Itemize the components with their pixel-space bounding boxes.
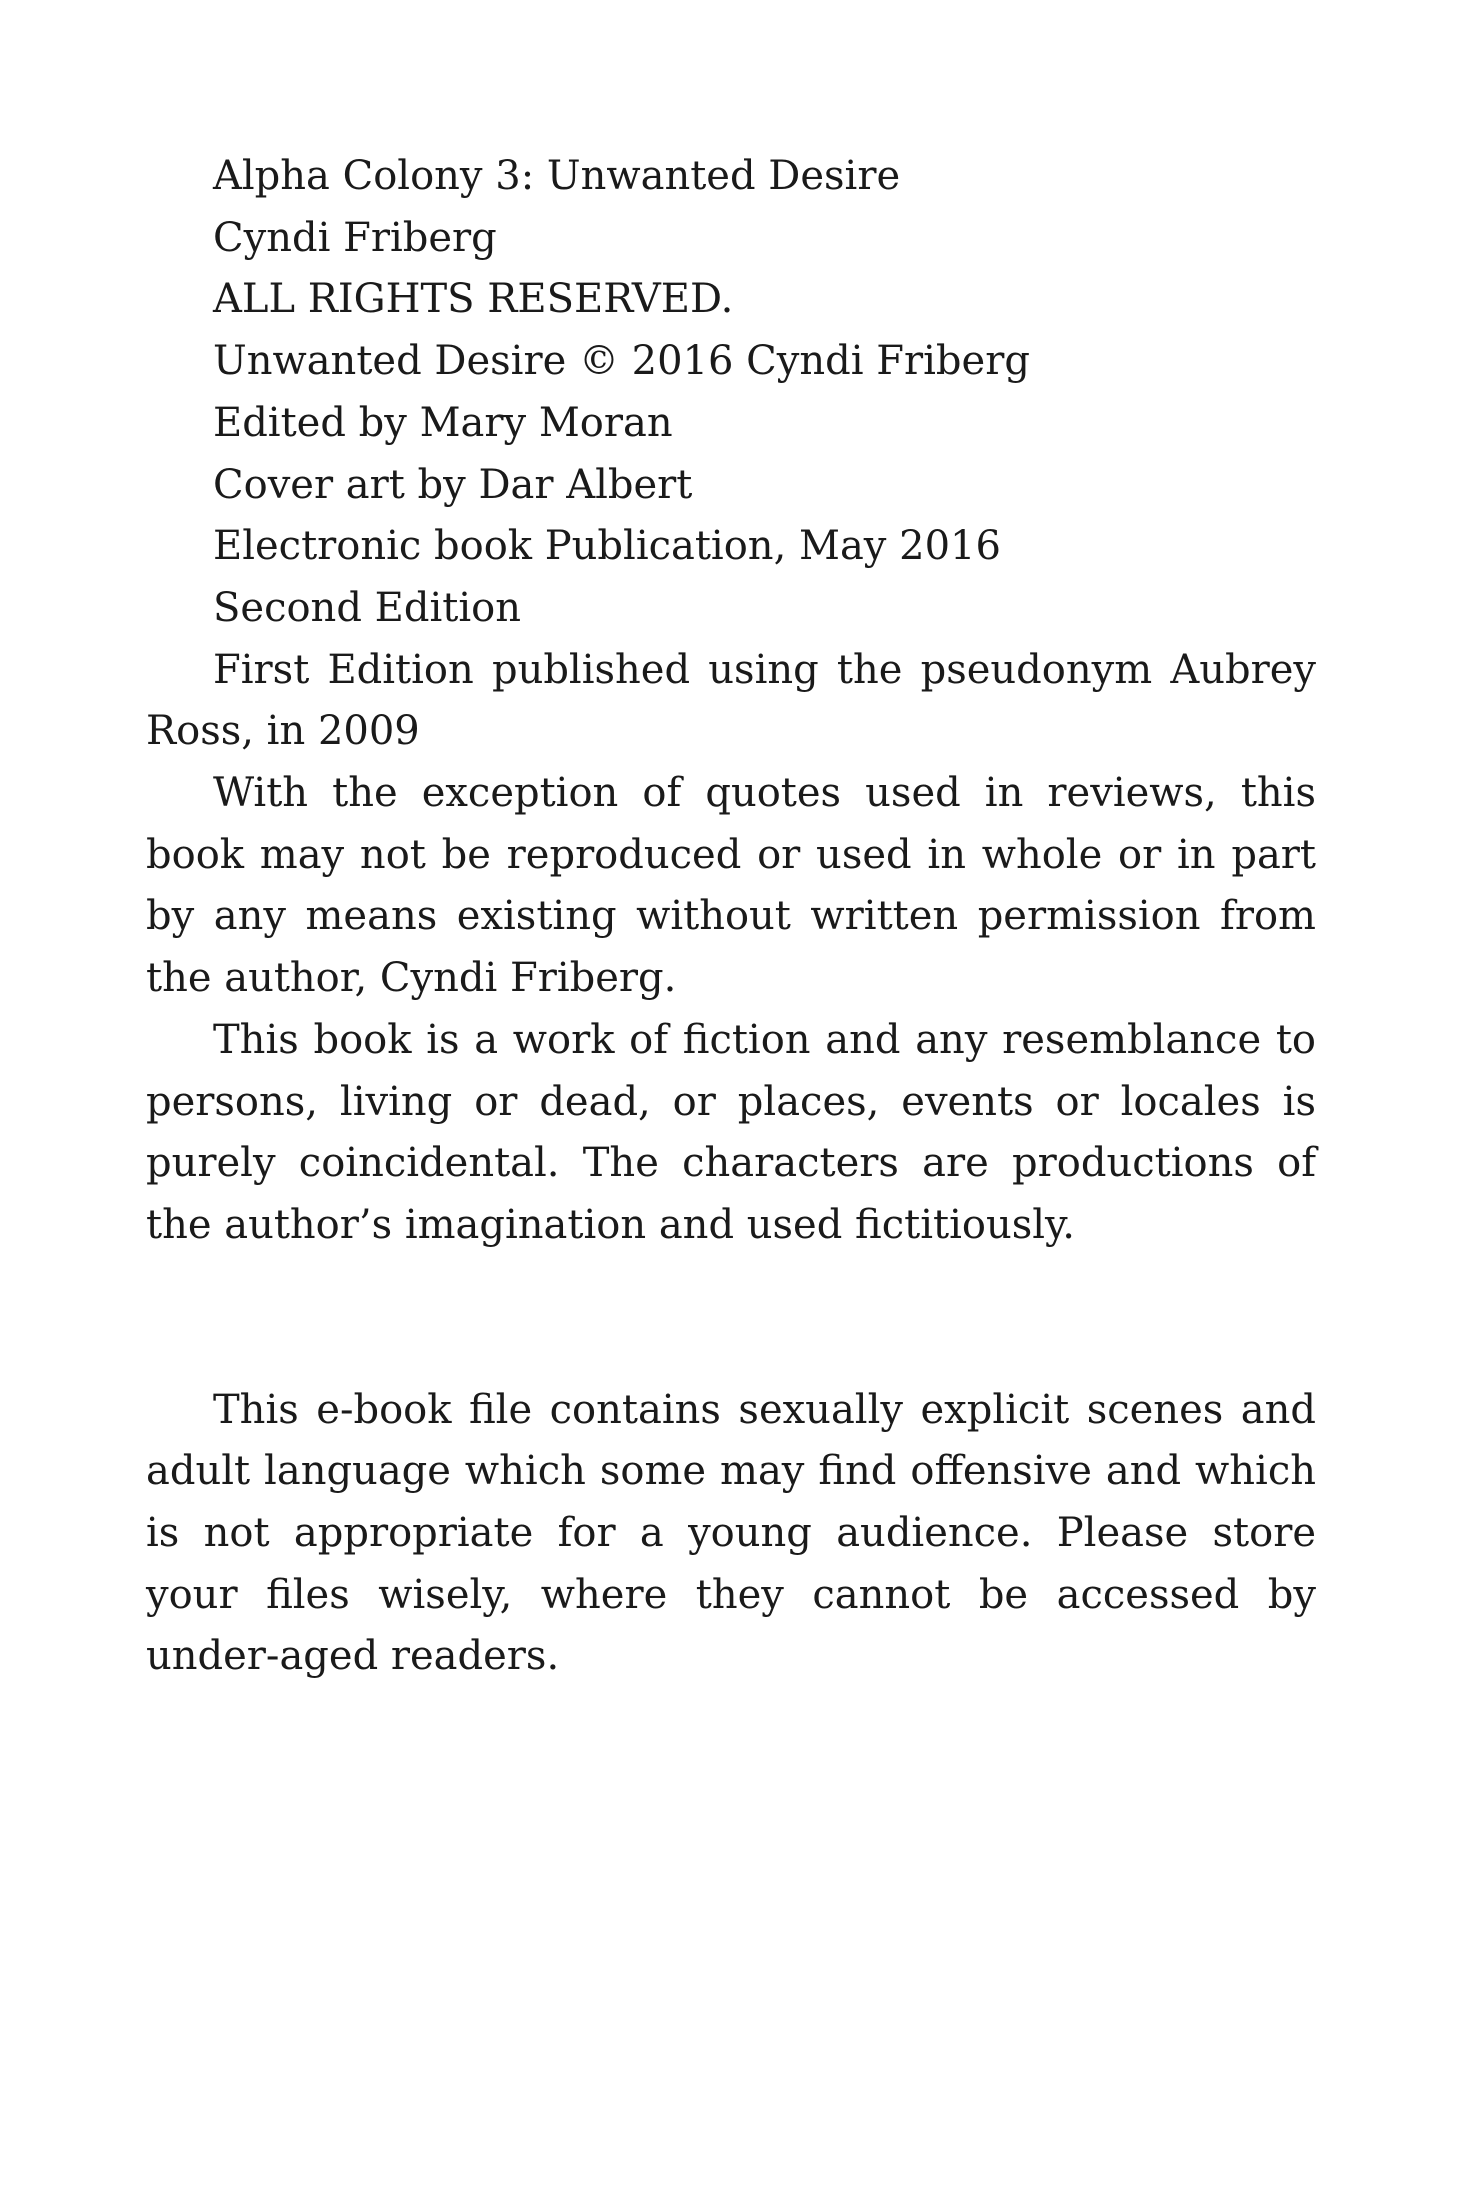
- fiction-disclaimer: This book is a work of fiction and any resemblance to persons, living or dead, or places, events or locales is purely coincidental. The characters are productions of the author’s imagination and used fictitiously.: [146, 1016, 1316, 1248]
- cover-art-credit: Cover art by Dar Albert: [213, 461, 693, 508]
- content-warning: This e-book file contains sexually explicit scenes and adult language which some may find offensive and which is not appropriate for a young audience. Please store your files wisely, where they cannot be accessed by under-aged readers.: [146, 1386, 1316, 1680]
- publication-line: Electronic book Publication, May 2016: [213, 523, 1001, 570]
- editor-credit: Edited by Mary Moran: [213, 399, 673, 446]
- edition-line: Second Edition: [213, 584, 521, 631]
- first-edition-note: First Edition published using the pseudonym Aubrey Ross, in 2009: [146, 646, 1316, 755]
- rights-statement: ALL RIGHTS RESERVED.: [213, 276, 734, 323]
- copyright-line: Unwanted Desire © 2016 Cyndi Friberg: [213, 338, 1030, 385]
- section-gap: [146, 1257, 1316, 1380]
- book-title: Alpha Colony 3: Unwanted Desire: [213, 153, 901, 199]
- author-name: Cyndi Friberg: [213, 214, 497, 261]
- reproduction-notice: With the exception of quotes used in reviews, this book may not be reproduced or used in whole or in part by any means existing without written permission from the author, Cyndi Friberg.: [146, 770, 1316, 1002]
- copyright-page: [146, 146, 1316, 1688]
